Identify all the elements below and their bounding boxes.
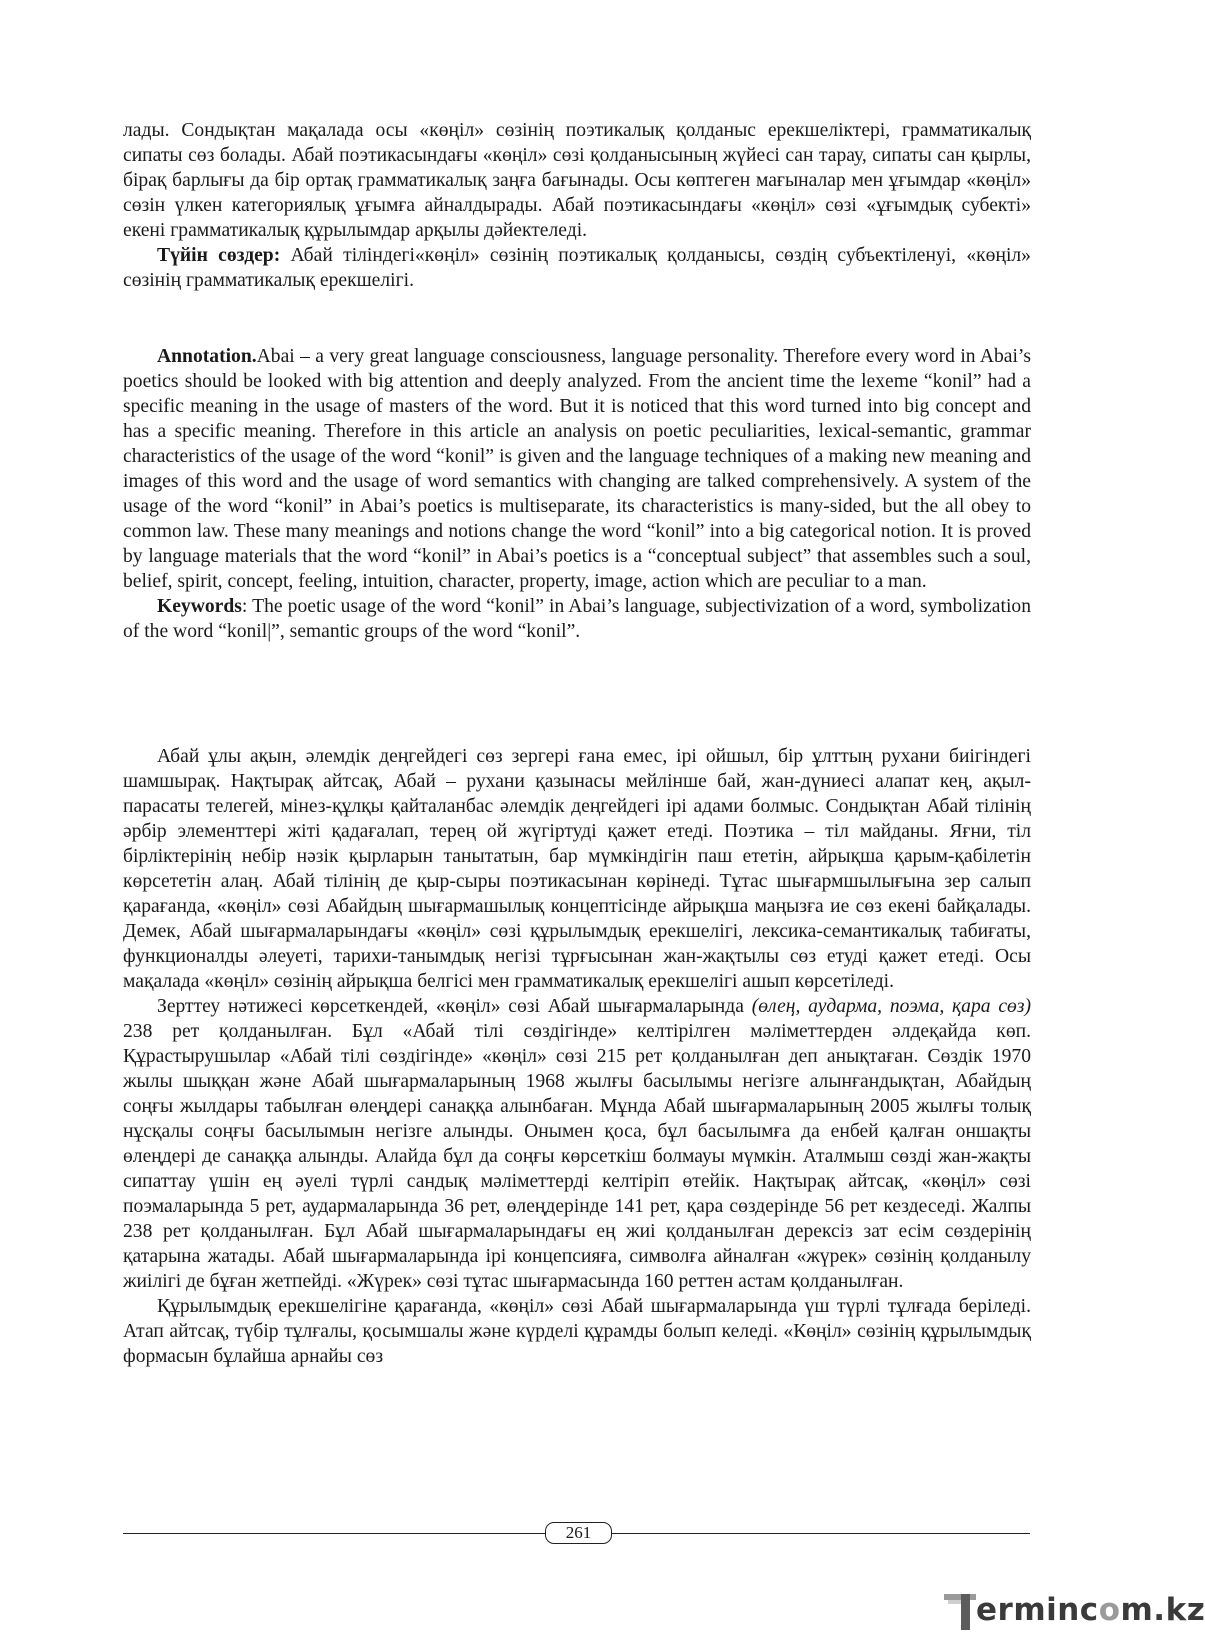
- body-paragraph-2: [123, 994, 1031, 1294]
- watermark-text-part-2: o: [1098, 1592, 1121, 1628]
- kazakh-abstract-paragraph: лады. Сондықтан мақалада осы «көңіл» сөзінің поэтикалық қолданыс ерекшеліктері, грамматикалық сипаты сөз болады. Абай поэтикасындағы «көңіл» сөзі қолданысының жүйесі сан тарау, сипаты сан қырлы, бірақ барлығы да бір ортақ грамматикалық заңға бағынады. Осы көптеген мағыналар мен ұғымдар «көңіл» сөзін үлкен категориялық ұғымға айналдырады. Абай поэтикасындағы «көңіл» сөзі «ұғымдық субекті» екені грамматикалық құрылымдар арқылы дәйектеледі.: [123, 120, 1031, 241]
- article-body: [123, 744, 1031, 1369]
- english-annotation: [123, 344, 1031, 594]
- body-paragraph-3: Құрылымдық ерекшелігіне қарағанда, «көңіл» сөзі Абай шығармаларында үш түрлі тұлғада беріледі. Атап айтсақ, түбір тұлғалы, қосымшалы және күрделі құрамды болып келеді. «Көңіл» сөзінің құрылымдық формасын бұлайша арнайы сөз: [123, 1296, 1031, 1367]
- page-number: 261: [545, 1522, 612, 1544]
- body-paragraph-2-start: Зерттеу нәтижесі көрсеткендей, «көңіл» сөзі Абай шығармаларында: [157, 996, 752, 1017]
- footer-rule-left: [123, 1533, 545, 1534]
- english-abstract: [123, 344, 1031, 644]
- body-paragraph-2-italic: (өлең, аударма, поэма, қара сөз): [751, 996, 1031, 1017]
- kazakh-keywords-text: Абай тіліндегі«көңіл» сөзінің поэтикалық қолданысы, сөздің субъектіленуі, «көңіл» сөзінің грамматикалық ерекшелігі.: [123, 245, 1031, 291]
- watermark-text-part-3: m.kz: [1120, 1592, 1205, 1628]
- annotation-text: Abai – a very great language consciousness, language personality. Therefore every word in Abai’s poetics should be looked with big attention and deeply analyzed. From the ancient time the lexeme “konil” had a specific meaning in the usage of masters of the word. But it is noticed that this word turned into big concept and has a specific meaning. Therefore in this article an analysis on poetic peculiarities, lexical-semantic, grammar characteristics of the usage of the word “konil” is given and the language techniques of a making new meaning and images of this word and the usage of word semantics with changing are talked comprehensively. A system of the usage of the word “konil” in Abai’s poetics is multiseparate, its characteristics is many-sided, but the all obey to common law. These many meanings and notions change the word “konil” into a big categorical notion. It is proved by language materials that the word “konil” in Abai’s poetics is a “conceptual subject” that assembles such a soul, belief, spirit, concept, feeling, intuition, character, property, image, action which are peculiar to a man.: [123, 346, 1031, 592]
- annotation-label: Annotation.: [157, 346, 257, 367]
- english-keywords-text: : The poetic usage of the word “konil” in Abai’s language, subjectivization of a word, symbolization of the word “konil|”, semantic groups of the word “konil”.: [123, 596, 1031, 642]
- footer-rule-right: [612, 1533, 1030, 1534]
- english-keywords-label: Keywords: [157, 596, 242, 617]
- english-keywords: [123, 594, 1031, 644]
- watermark-t-logo-icon: [944, 1588, 976, 1632]
- kazakh-keywords-label: Түйін сөздер:: [157, 245, 281, 266]
- body-paragraph-1: Абай ұлы ақын, әлемдік деңгейдегі сөз зергері ғана емес, ірі ойшыл, бір ұлттың рухани биігіндегі шамшырақ. Нақтырақ айтсақ, Абай – рухани қазынасы мейлінше бай, жан-дүниесі алапат кең, ақыл-парасаты телегей, мінез-құлқы қайталанбас әлемдік деңгейдегі ірі адами болмыс. Сондықтан Абай тілінің әрбір элементтері жіті қадағалап, терең ой жүгіртуді қажет етеді. Поэтика – тіл майданы. Яғни, тіл бірліктерінің небір нәзік қырларын танытатын, бар мүмкіндігін паш ететін, айрықша қарым-қабілетін көрсететін алаң. Абай тілінің де қыр-сыры поэтикасынан көрінеді. Тұтас шығармшылығына зер салып қарағанда, «көңіл» сөзі Абайдың шығармашылық концептісінде айрықша маңызға ие сөз екені байқалады. Демек, Абай шығармаларындағы «көңіл» сөзі құрылымдық ерекшелігі, лексика-семантикалық табиғаты, функционалды әлеуеті, тарихи-танымдық негізі тұрғысынан жан-жақтылы сөз етуді қажет етеді. Осы мақалада «көңіл» сөзінің айрықша белгісі мен грамматикалық ерекшелігі ашып көрсетіледі.: [123, 746, 1031, 992]
- watermark-text-part-1: erminc: [976, 1592, 1099, 1628]
- termincom-watermark: [944, 1588, 1205, 1632]
- kazakh-keywords: [123, 243, 1031, 293]
- body-paragraph-2-rest: 238 рет қолданылған. Бұл «Абай тілі сөздігінде» келтірілген мәліметтерден әлдеқайда көп. Құрастырушылар «Абай тілі сөздігінде» «көңіл» сөзі 215 рет қолданылған деп анықтаған. Сөздік 1970 жылы шыққан және Абай шығармаларының 1968 жылғы басылымы негізге алынғандықтан, Абайдың соңғы жылдары табылған өлеңдері санаққа алынбаған. Мұнда Абай шығармаларының 2005 жылғы толық нұсқалы соңғы басылымын негізге алынды. Онымен қоса, бұл басылымға да енбей қалған оншақты өлеңдері де санаққа алынды. Алайда бұл да соңғы көрсеткіш болмауы мүмкін. Аталмыш сөзді жан-жақты сипаттау үшін ең әуелі түрлі сандық мәліметтерді келтіріп өтейік. Нақтырақ айтсақ, «көңіл» сөзі поэмаларында 5 рет, аудармаларында 36 рет, өлеңдерінде 141 рет, қара сөздерінде 56 рет кездеседі. Жалпы 238 рет қолданылған. Бұл Абай шығармаларындағы ең жиі қолданылған дерексіз зат есім сөздерінің қатарына жатады. Абай шығармаларында ірі концепсияға, символға айналған «жүрек» сөзінің қолданылу жиілігі де бұған жетпейді. «Жүрек» сөзі тұтас шығармасында 160 реттен астам қолданылған.: [123, 1021, 1031, 1292]
- kazakh-abstract: [123, 118, 1031, 293]
